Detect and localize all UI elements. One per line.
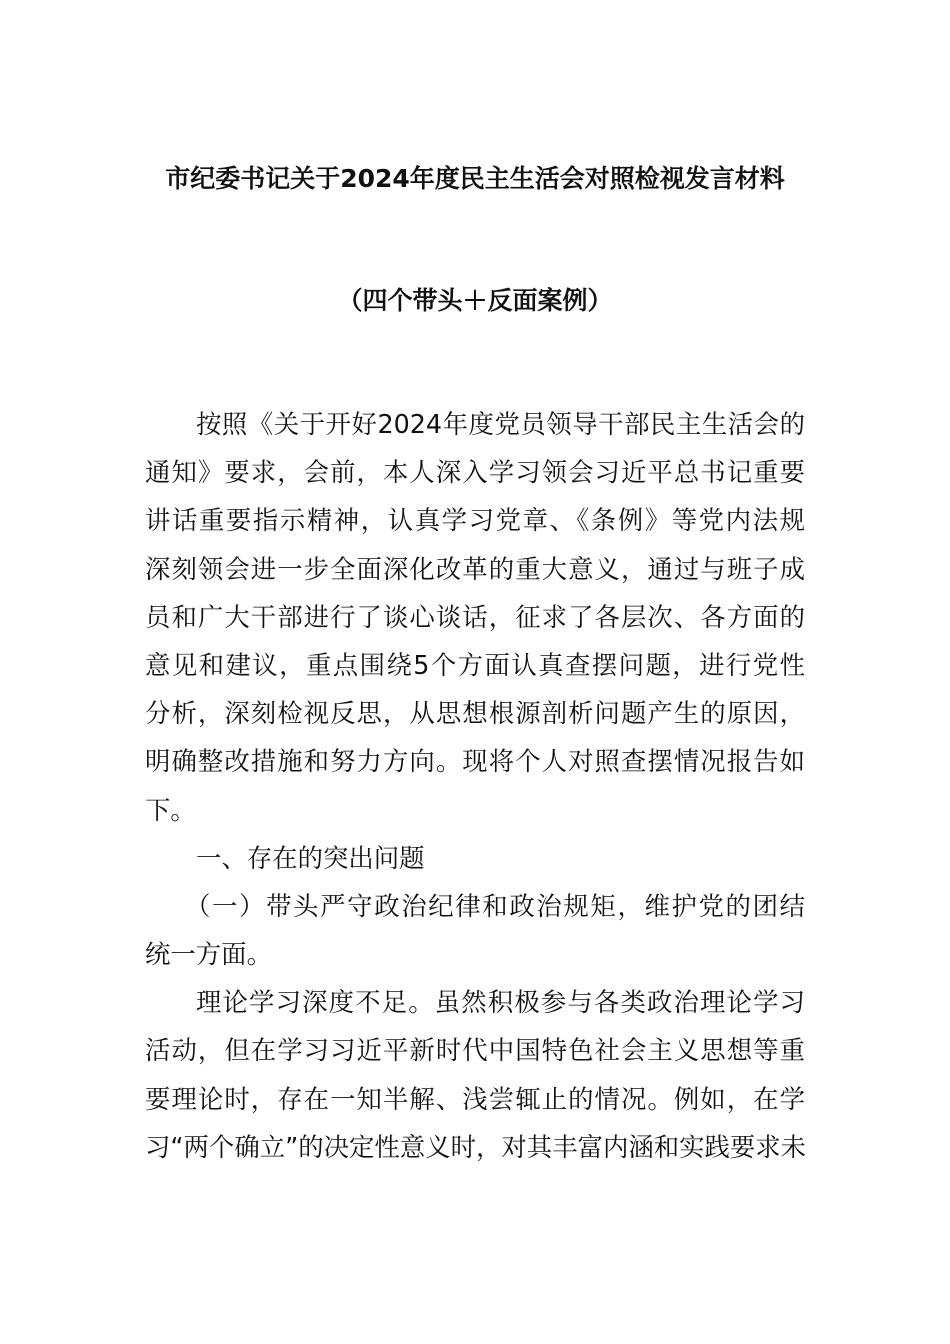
body-line: 讲话重要指示精神，认真学习党章、《条例》等党内法规 bbox=[145, 505, 805, 536]
document-title: 市纪委书记关于2024年度民主生活会对照检视发言材料 bbox=[165, 164, 785, 193]
body-line: 理论学习深度不足。虽然积极参与各类政治理论学习 bbox=[196, 987, 805, 1018]
document-body bbox=[145, 400, 805, 1171]
body-line: 活动，但在学习习近平新时代中国特色社会主义思想等重 bbox=[145, 1035, 805, 1066]
body-line: 明确整改措施和努力方向。现将个人对照查摆情况报告如 bbox=[145, 746, 805, 777]
document-subtitle: （四个带头＋反面案例） bbox=[337, 286, 613, 315]
body-line: 员和广大干部进行了谈心谈话，征求了各层次、各方面的 bbox=[145, 601, 805, 632]
body-line: 分析，深刻检视反思，从思想根源剖析问题产生的原因， bbox=[145, 698, 805, 729]
body-line: 按照《关于开好2024年度党员领导干部民主生活会的 bbox=[196, 409, 805, 439]
body-line: 通知》要求，会前，本人深入学习领会习近平总书记重要 bbox=[145, 457, 805, 488]
subsection-heading-cont: 统一方面。 bbox=[145, 939, 272, 970]
body-line: 意见和建议，重点围绕5个方面认真查摆问题，进行党性 bbox=[145, 649, 805, 680]
subsection-heading: （一）带头严守政治纪律和政治规矩，维护党的团结 bbox=[185, 890, 805, 921]
body-line: 深刻领会进一步全面深化改革的重大意义，通过与班子成 bbox=[145, 553, 805, 584]
section-heading: 一、存在的突出问题 bbox=[196, 842, 425, 873]
body-line: 下。 bbox=[145, 794, 196, 825]
body-line: 习“两个确立”的决定性意义时，对其丰富内涵和实践要求未 bbox=[145, 1131, 807, 1162]
body-line: 要理论时，存在一知半解、浅尝辄止的情况。例如，在学 bbox=[145, 1083, 805, 1114]
